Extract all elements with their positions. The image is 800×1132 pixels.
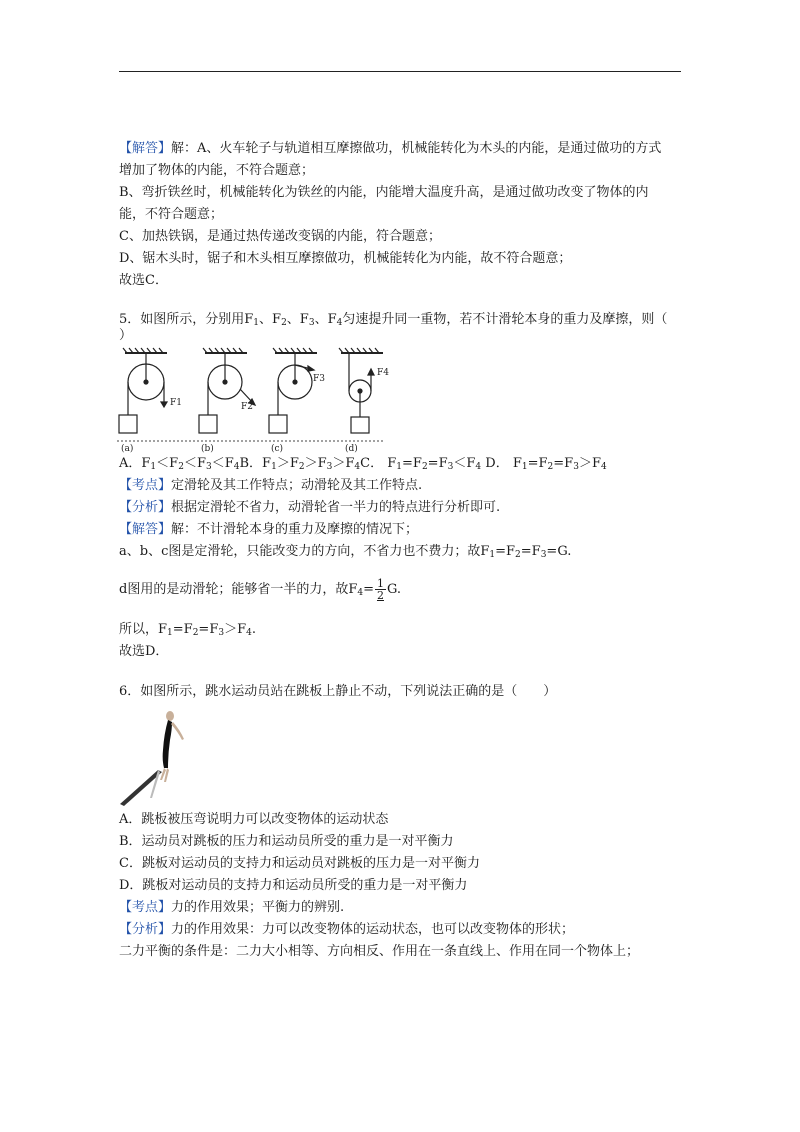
q5-option-b[interactable]: B．$F_1>F_2>F_3>F_4$ [239, 456, 361, 472]
figure-label-a: (a) [121, 444, 134, 454]
force-label-d: F4 [377, 368, 389, 378]
figure-label-c: (c) [271, 444, 284, 454]
q4-answer-line1 [119, 141, 661, 157]
pulley-d [339, 348, 383, 433]
q5-option-a[interactable]: A．$F_1<F_2<F_3<F_4$ [119, 456, 240, 472]
figure-label-d: (d) [345, 444, 358, 454]
q6-option-c[interactable]: C．跳板对运动员的支持力和运动员对跳板的压力是一对平衡力 [119, 856, 480, 871]
q6-option-a[interactable]: A．跳板被压弯说明力可以改变物体的运动状态 [119, 812, 389, 827]
force-label-c: F3 [313, 374, 325, 384]
pulley-a [119, 348, 167, 433]
diver-figure [118, 710, 198, 806]
analysis-tag: 【分析】 [119, 922, 172, 937]
q5-answer: 【解答】解：不计滑轮本身的重力及摩擦的情况下； [119, 522, 419, 537]
q5-conclusion: 故选D． [119, 644, 169, 659]
force-label-a: F1 [170, 398, 182, 408]
pulley-figure [115, 345, 395, 455]
q5-option-c[interactable]: C． $F_1=F_2=F_3<F_4$ [360, 456, 482, 472]
q6-analysis: 【分析】力的作用效果：力可以改变物体的运动状态，也可以改变物体的形状； [119, 922, 575, 937]
q5-analysis: 【分析】根据定滑轮不省力，动滑轮省一半力的特点进行分析即可. [119, 500, 501, 515]
q5-d-line: d图用的是动滑轮；能够省一半的力，故$F_4=$ $\frac{1}{2}$ G. [119, 577, 402, 602]
pulley-b [199, 348, 255, 433]
q6-balance: 二力平衡的条件是：二力大小相等、方向相反、作用在一条直线上、作用在同一个物体上； [119, 944, 640, 959]
q4-answer-line2: 增加了物体的内能，不符合题意； [119, 163, 315, 178]
q4-c-line: C、加热铁锅，是通过热传递改变锅的内能，符合题意； [119, 229, 441, 244]
point-tag: 【考点】 [119, 478, 172, 493]
q4-b-line2: 能，不符合题意； [119, 207, 224, 222]
answer-tag: 【解答】 [119, 141, 172, 156]
q5-abc: a、b、c图是定滑轮，只能改变力的方向，不省力也不费力；故$F_1=F_2=F_3=G$. [119, 544, 572, 560]
q5-stem: 5．如图所示，分别用$F_1$、$F_2$、$F_3$、$F_4$匀速提升同一重物，若不计滑轮本身的重力及摩擦，则（ [119, 312, 668, 328]
q4-d-line: D、锯木头时，锯子和木头相互摩擦做功，机械能转化为内能，故不符合题意； [119, 251, 572, 266]
q6-stem: 6．如图所示，跳水运动员站在跳板上静止不动，下列说法正确的是（ ） [119, 684, 557, 699]
q5-so: 所以，$F_1=F_2=F_3>F_4$. [119, 622, 256, 638]
force-label-b: F2 [241, 402, 253, 412]
q5-options [119, 456, 607, 472]
q5-stem-line2: ） [119, 328, 133, 343]
q5-option-d[interactable]: D． $F_1=F_2=F_3>F_4$ [485, 456, 607, 472]
q4-b-line1: B、弯折铁丝时，机械能转化为铁丝的内能，内能增大温度升高，是通过做功改变了物体的内 [119, 185, 649, 200]
q5-point: 【考点】定滑轮及其工作特点；动滑轮及其工作特点. [119, 478, 423, 493]
q4-conclusion: 故选C． [119, 273, 168, 288]
answer-tag: 【解答】 [119, 522, 172, 537]
header-rule [119, 71, 681, 72]
q6-point: 【考点】力的作用效果；平衡力的辨别. [119, 900, 345, 915]
figure-label-b: (b) [201, 444, 214, 454]
q6-option-b[interactable]: B．运动员对跳板的压力和运动员所受的重力是一对平衡力 [119, 834, 454, 849]
q6-option-d[interactable]: D．跳板对运动员的支持力和运动员所受的重力是一对平衡力 [119, 878, 468, 893]
analysis-tag: 【分析】 [119, 500, 172, 515]
q4-option-a-explanation: 解：A、火车轮子与轨道相互摩擦做功，机械能转化为木头的内能，是通过做功的方式 [171, 141, 662, 156]
one-half-fraction: $\frac{1}{2}$ [376, 577, 384, 602]
point-tag: 【考点】 [119, 900, 172, 915]
pulley-c [269, 348, 317, 433]
